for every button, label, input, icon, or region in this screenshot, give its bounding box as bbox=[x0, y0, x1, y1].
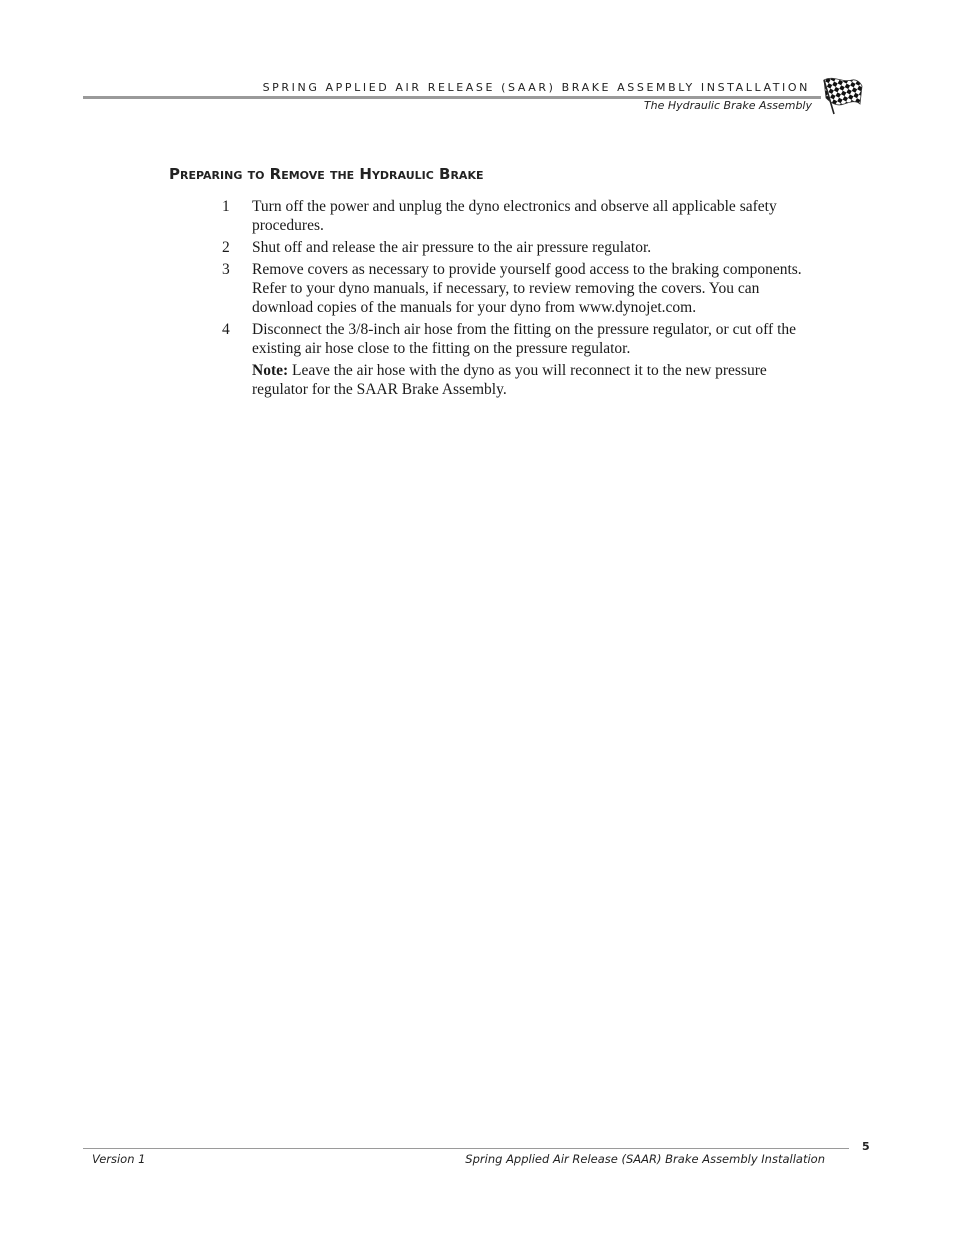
footer-rule bbox=[83, 1148, 849, 1149]
list-item bbox=[222, 197, 822, 235]
checkered-flag-icon bbox=[820, 74, 866, 116]
header-title: SPRING APPLIED AIR RELEASE (SAAR) BRAKE ASSEMBLY INSTALLATION bbox=[262, 81, 810, 94]
step-number: 2 bbox=[222, 239, 230, 256]
step-text: Turn off the power and unplug the dyno electronics and observe all applicable safety procedures. bbox=[252, 198, 777, 234]
step-text: Remove covers as necessary to provide yourself good access to the braking components. Refer to your dyno manuals, if necessary, to review removing the covers. You can download copies of the manuals for your dyno from www.dynojet.com. bbox=[252, 261, 802, 316]
step-text: Shut off and release the air pressure to the air pressure regulator. bbox=[252, 239, 652, 256]
header-subtitle: The Hydraulic Brake Assembly bbox=[643, 99, 812, 112]
page-number: 5 bbox=[862, 1140, 870, 1153]
note-label: Note: bbox=[252, 362, 289, 379]
footer-doc-title: Spring Applied Air Release (SAAR) Brake Assembly Installation bbox=[465, 1152, 825, 1166]
list-item bbox=[222, 238, 822, 257]
list-item bbox=[222, 320, 822, 358]
step-text: Disconnect the 3/8-inch air hose from the fitting on the pressure regulator, or cut off the existing air hose close to the fitting on the pressure regulator. bbox=[252, 321, 797, 357]
list-item bbox=[222, 260, 822, 317]
procedure-steps bbox=[222, 197, 822, 399]
step-number: 4 bbox=[222, 321, 230, 338]
footer-version: Version 1 bbox=[92, 1152, 146, 1166]
step-number: 1 bbox=[222, 198, 230, 215]
note-text: Leave the air hose with the dyno as you will reconnect it to the new pressure regulator for the SAAR Brake Assembly. bbox=[252, 362, 767, 398]
section-title: Preparing to Remove the Hydraulic Brake bbox=[169, 165, 484, 183]
step-number: 3 bbox=[222, 261, 230, 278]
note bbox=[252, 361, 822, 399]
